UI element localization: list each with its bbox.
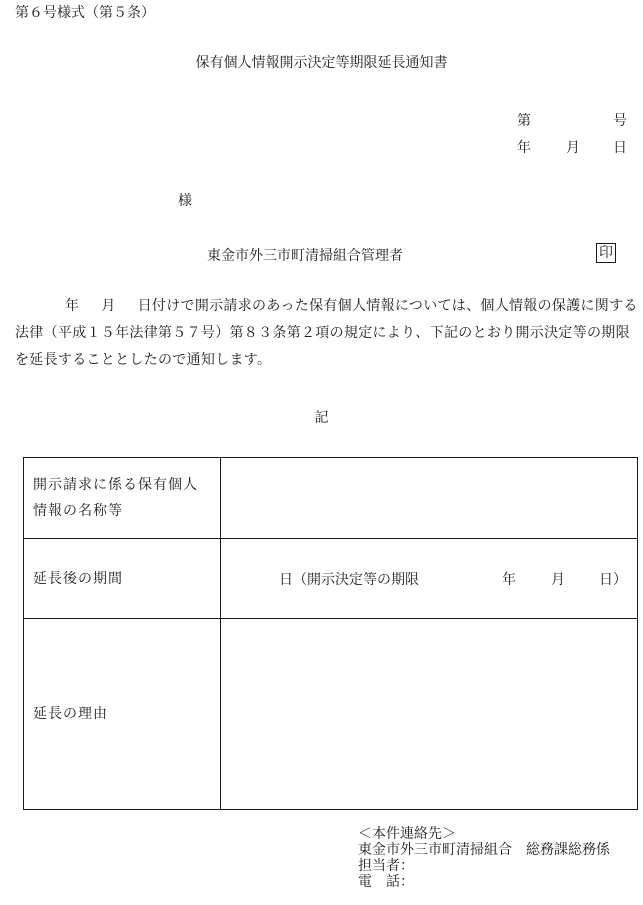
- row3-label: 延長の理由: [24, 619, 221, 810]
- row2-label: 延長後の期間: [24, 539, 221, 619]
- period-day-end: 日）: [599, 571, 627, 588]
- document-number-suffix: 号: [613, 113, 627, 129]
- addressee-suffix: 様: [178, 193, 192, 209]
- table-row-period: [24, 539, 638, 619]
- period-day: 日（開示決定等の期限: [279, 571, 419, 588]
- date-month: 月: [566, 140, 580, 156]
- document-number-label: 第: [517, 113, 531, 129]
- date-year: 年: [517, 140, 531, 156]
- row1-label-line2: 情報の名称等: [33, 503, 123, 519]
- row1-label: [24, 458, 221, 539]
- contact-person: 担当者：: [358, 858, 414, 874]
- body-paragraph: [15, 293, 643, 374]
- ki-heading: 記: [314, 410, 329, 426]
- contact-phone: 電 話：: [358, 874, 414, 890]
- row1-value[interactable]: [221, 458, 638, 539]
- period-month: 月: [551, 571, 565, 588]
- contact-org: 東金市外三市町清掃組合 総務課総務係: [358, 842, 610, 858]
- period-text: [221, 569, 637, 589]
- table-row-reason: [24, 619, 638, 810]
- notice-table: [23, 457, 638, 810]
- row1-label-line1: 開示請求に係る保有個人: [33, 477, 198, 493]
- seal-mark: 印: [596, 243, 616, 263]
- row3-value[interactable]: [221, 619, 638, 810]
- table-row-request: [24, 458, 638, 539]
- period-year: 年: [502, 571, 516, 588]
- body-text: 日付けで開示請求のあった保有個人情報については、個人情報の保護に関する法律（平成１５年法律第５７号）第８３条第２項の規定により、下記のとおり開示決定等の期限を延長することとしたので通知します。: [15, 298, 638, 368]
- body-year: 年: [65, 298, 80, 314]
- row2-value[interactable]: [221, 539, 638, 619]
- contact-block: [358, 826, 610, 890]
- document-title: 保有個人情報開示決定等期限延長通知書: [195, 55, 448, 71]
- sender-name: 東金市外三市町清掃組合管理者: [207, 248, 403, 264]
- body-month: 月: [101, 298, 116, 314]
- date-day: 日: [613, 140, 627, 156]
- contact-header: ＜本件連絡先＞: [358, 826, 456, 842]
- form-number: 第６号様式（第５条）: [15, 5, 155, 21]
